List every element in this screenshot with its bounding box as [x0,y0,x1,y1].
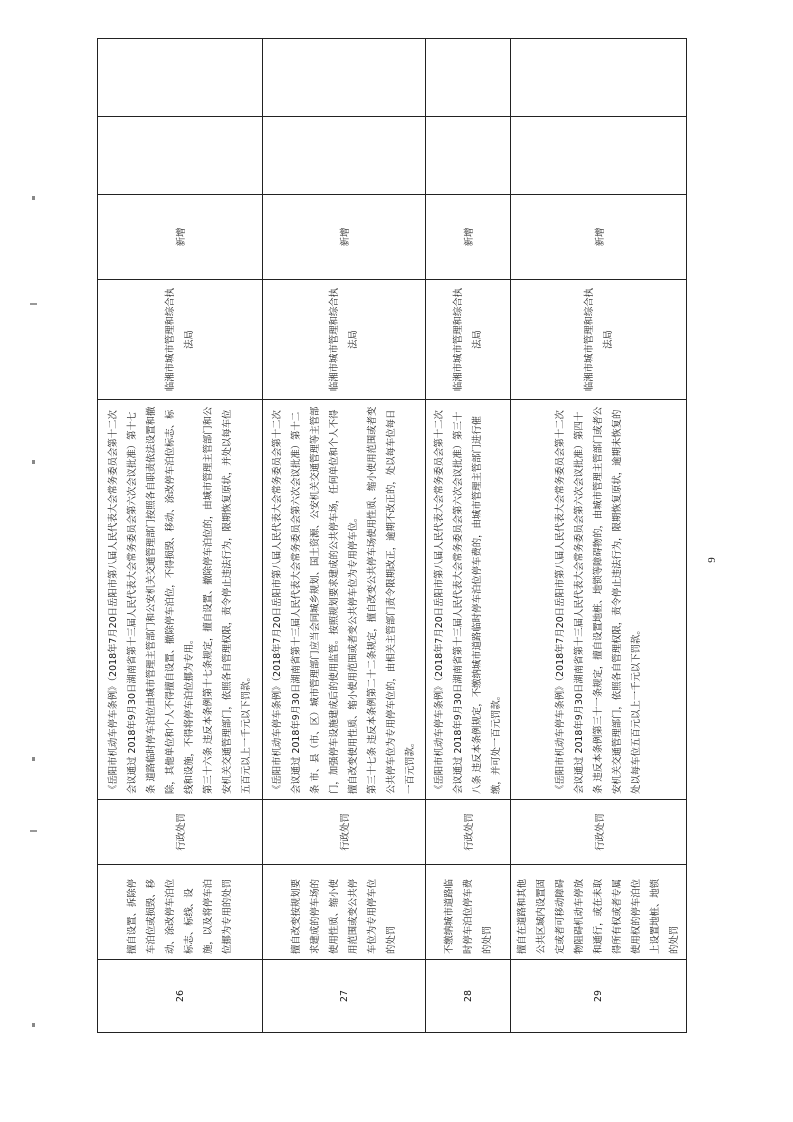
row-number: 28 [426,960,511,1033]
scan-dot [30,303,37,305]
department: 临湘市城市管理和综合执法局 [98,280,263,400]
empty-cell [511,117,687,195]
power-type: 行政处罚 [263,800,426,865]
row-number: 29 [511,960,687,1033]
scan-dot [30,830,37,832]
legal-basis [426,400,511,800]
table-row [98,39,263,1033]
legal-basis [511,400,687,800]
power-type: 行政处罚 [98,800,263,865]
empty-cell [426,117,511,195]
page-number: 9 [706,557,718,563]
item-name: 擅自设置、拆除停车泊位或损毁、移动、涂改停车泊位标志、标线、设施，以及将停车泊位挪为专用的处罚 [98,865,263,960]
scan-edge-mark [32,1023,35,1027]
item-name: 擅自在道路和其他公共区域内设置固定或者可移动障碍物阻碍机动车停放和通行，或在未取得所有权或者专属使用权的停车泊位上设置地桩、地锁的处罚 [511,865,687,960]
row-number: 26 [98,960,263,1033]
legal-basis-paragraph: 第三十七条 违反本条例第二十二条规定，擅自改变公共停车场使用性质、缩小使用范围或者变公共停车位为专用停车位的，由相关主管部门责令限期改正，逾期不改正的，处以每车位每日一百元罚款。 [367,406,416,794]
empty-cell [98,117,263,195]
remark: 新增 [98,195,263,280]
empty-cell [511,39,687,117]
legal-basis-paragraph: 《岳阳市机动车停车条例》（2018年7月20日岳阳市第八届人民代表大会常务委员会第十二次会议通过 2018年9月30日湖南省第十三届人民代表大会常务委员会第六次会议批准）第三十八条 违反本条例规定，不缴纳城市道路临时停车泊位停车费的，由城市管理主管部门进行催缴，并可处一百元罚款。 [434,410,502,794]
row-number: 27 [263,960,426,1033]
table-row [263,39,426,1033]
rotated-table-page [97,117,680,1033]
legal-basis [98,400,263,800]
department: 临湘市城市管理和综合执法局 [426,280,511,400]
power-list-table [97,38,687,1033]
item-name: 擅自改变按规划要求建成的停车场的使用性质、缩小使用范围或变公共停车位为专用停车位的处罚 [263,865,426,960]
table-row [426,39,511,1033]
empty-cell [263,39,426,117]
department: 临湘市城市管理和综合执法局 [511,280,687,400]
table-row [511,39,687,1033]
power-type: 行政处罚 [426,800,511,865]
scan-edge-mark [32,196,35,200]
legal-basis-paragraph: 第三十六条 违反本条例第十七条规定，擅自设置、撤除停车泊位的，由城市管理主管部门和公安机关交通管理部门，依照各自管理权限，责令停止违法行为，限期恢复原状，并处以每车位五百元以上一千元以下罚款。 [203,406,252,794]
scan-edge-mark [32,757,35,761]
power-type: 行政处罚 [511,800,687,865]
empty-cell [263,117,426,195]
remark: 新增 [511,195,687,280]
legal-basis-paragraph: 《岳阳市机动车停车条例》（2018年7月20日岳阳市第八届人民代表大会常务委员会第十二次会议通过 2018年9月30日湖南省第十三届人民代表大会常务委员会第六次会议批准）第四十条 违反本条例第三十一条规定，擅自设置地桩、地锁等障碍物的，由城市管理主管部门或者公安机关交通管理部门，依照各自管理权限，责令停止违法行为，限期恢复原状，逾期未恢复的处以每车位五百元以上一千元以下罚款。 [555,406,642,794]
department: 临湘市城市管理和综合执法局 [263,280,426,400]
remark: 新增 [426,195,511,280]
item-name: 不缴纳城市道路临时停车泊位停车费的处罚 [426,865,511,960]
empty-cell [98,39,263,117]
legal-basis-paragraph: 《岳阳市机动车停车条例》（2018年7月20日岳阳市第八届人民代表大会常务委员会第十二次会议通过 2018年9月30日湖南省第十三届人民代表大会常务委员会第六次会议批准）第十七条 道路临时停车泊位由城市管理主管部门和公安机关交通管理部门按照各自职责依法设置和撤除，其他单位和个人不得擅自设置、撤除停车泊位，不得损毁、移动、涂改停车泊位标志、标线和设施，不得将停车泊位挪为专用。 [108,406,195,794]
scan-edge-mark [32,460,35,464]
legal-basis-paragraph: 《岳阳市机动车停车条例》（2018年7月20日岳阳市第八届人民代表大会常务委员会第十二次会议通过 2018年9月30日湖南省第十三届人民代表大会常务委员会第六次会议批准）第十二条 市、县（市、区）城市管理部门应当会同城乡规划、国土资源、公安机关交通管理等主管部门，加强停车设施建成后的使用监管。按照规划要求建成的公共停车场，任何单位和个人不得擅自改变使用性质、缩小使用范围或者变公共停车位为专用停车位。 [272,406,359,794]
legal-basis [263,400,426,800]
empty-cell [426,39,511,117]
remark: 新增 [263,195,426,280]
